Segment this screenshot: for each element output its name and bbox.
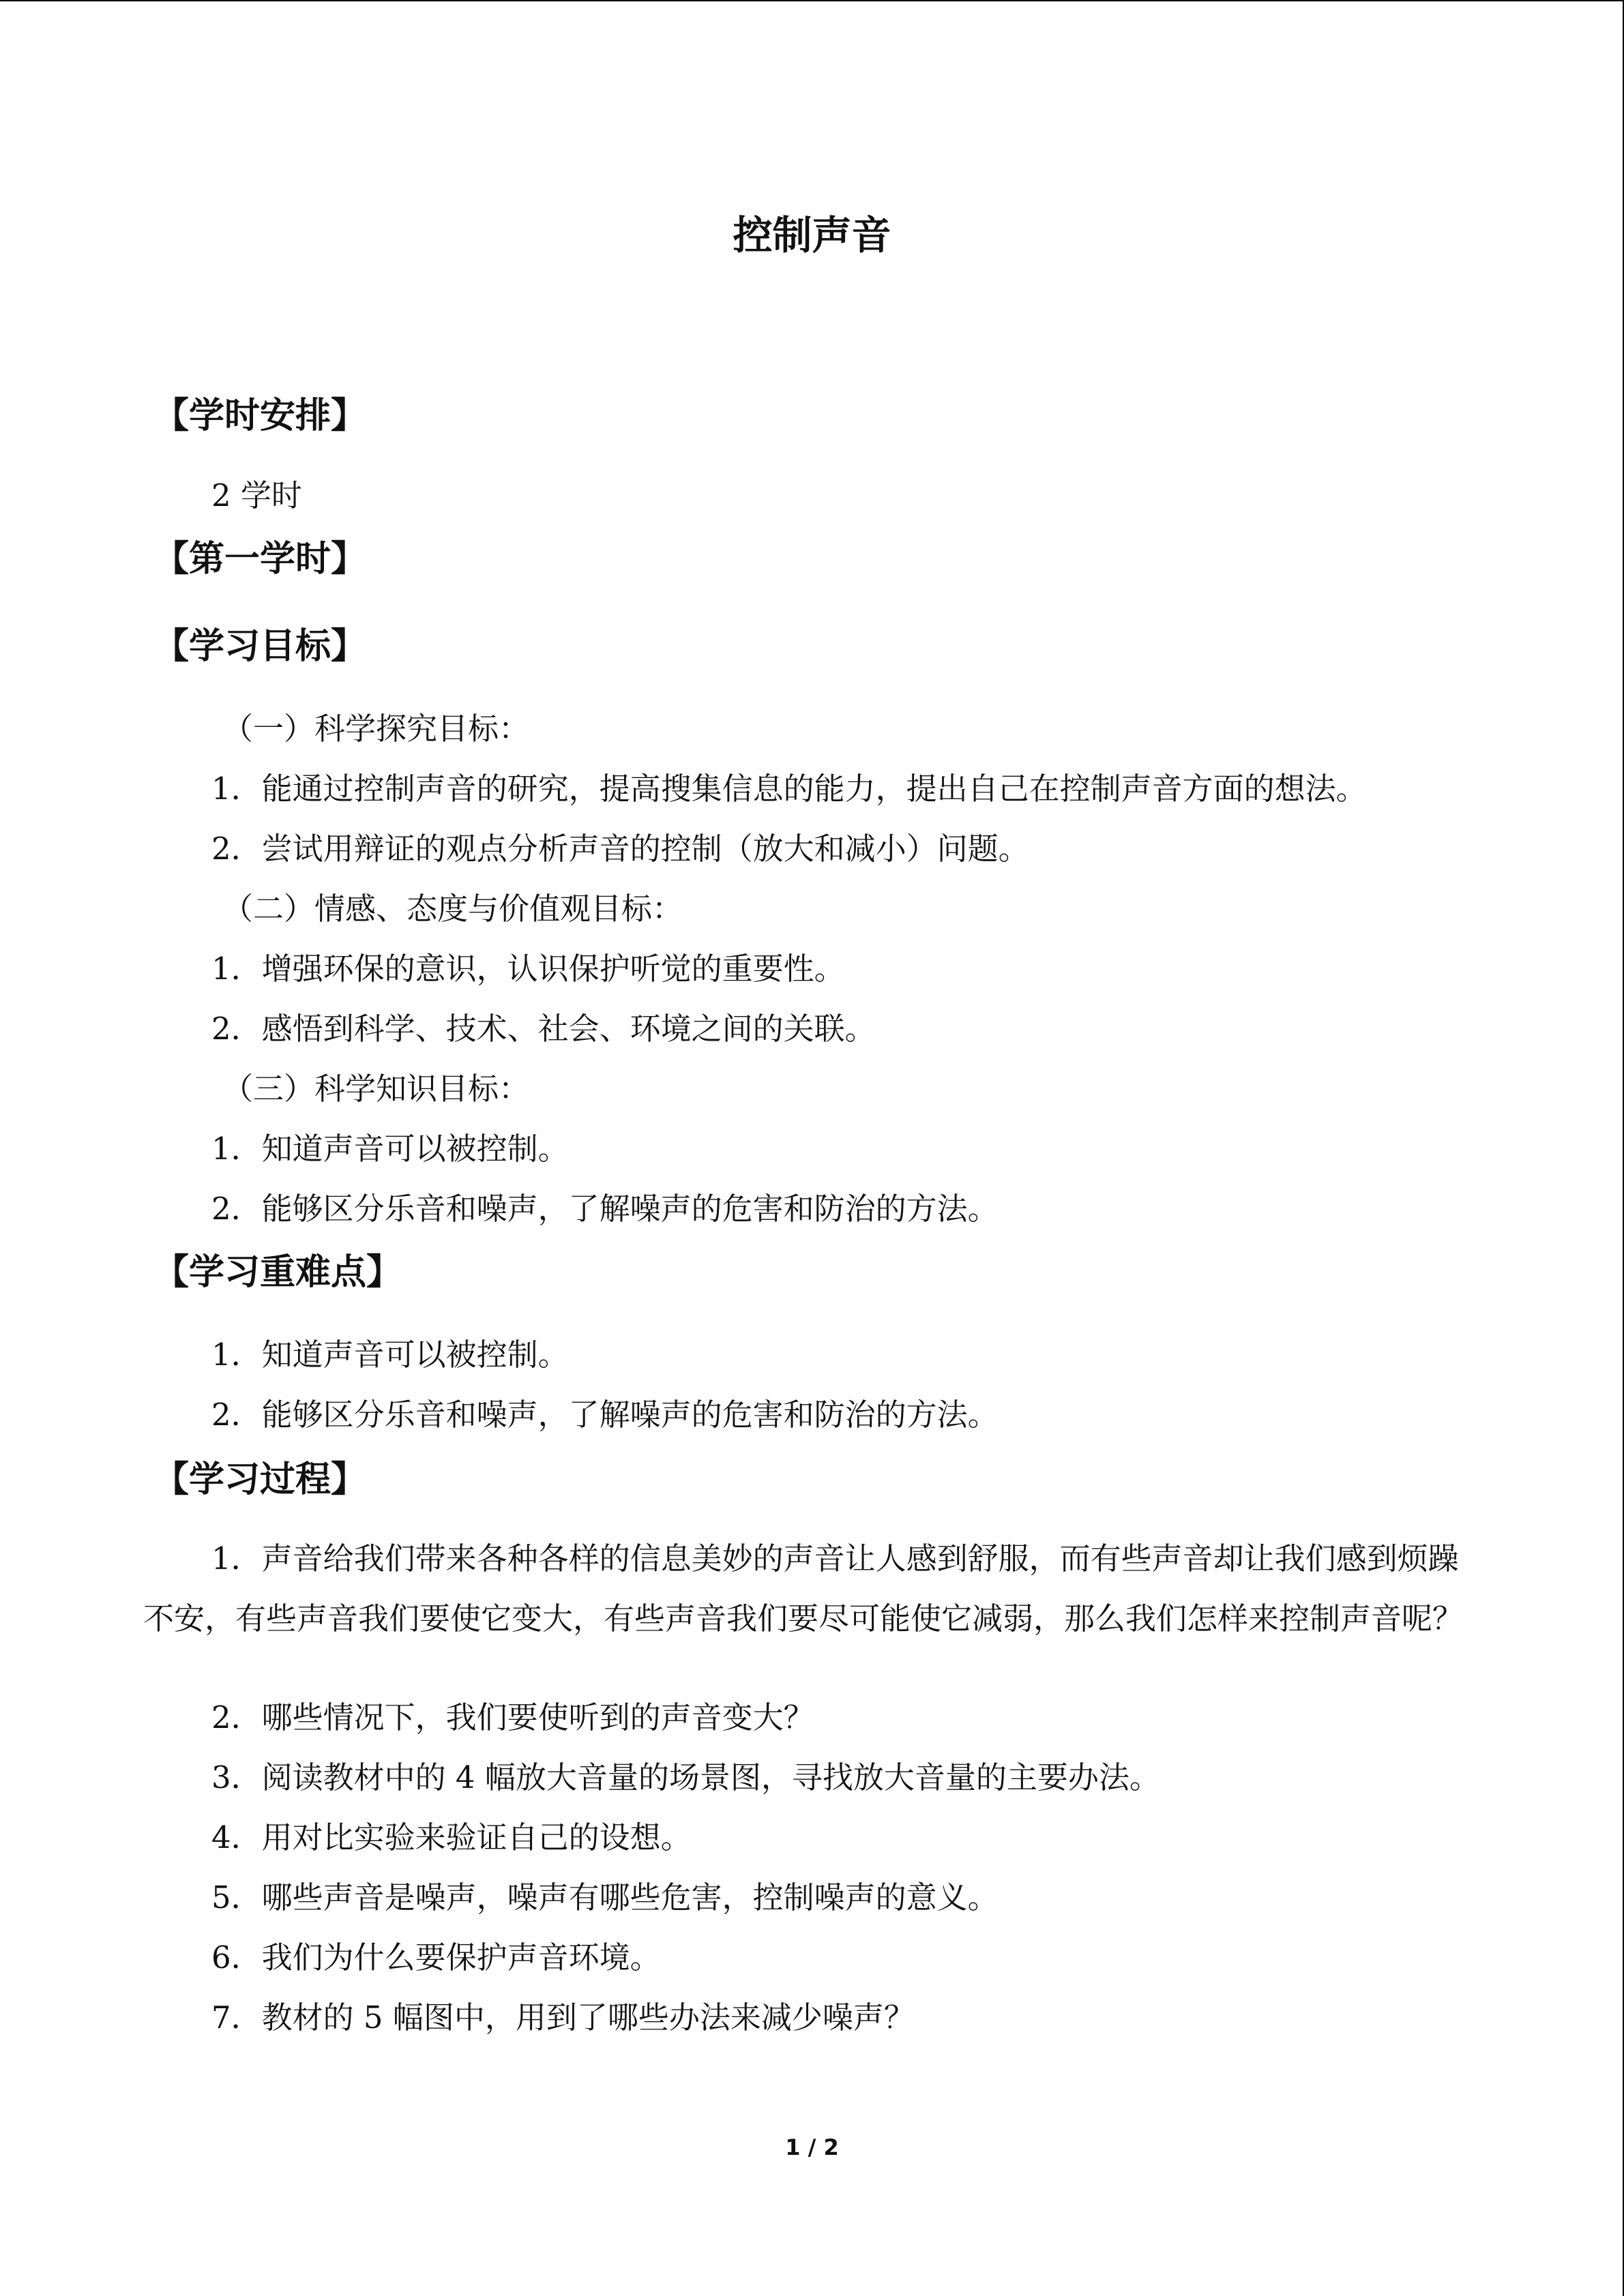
objective-group-label: （三）科学知识目标： (222, 1071, 530, 1107)
process-item: 1．声音给我们带来各种各样的信息美妙的声音让人感到舒服，而有些声音却让我们感到烦躁不安，有些声音我们要使它变大，有些声音我们要尽可能使它减弱，那么我们怎样来控制声音呢？ (143, 1540, 1464, 1637)
heading-key-points: 【学习重难点】 (153, 1252, 402, 1293)
objective-item: 2．尝试用辩证的观点分析声音的控制（放大和减小）问题。 (211, 831, 1029, 867)
heading-objectives: 【学习目标】 (153, 626, 367, 667)
objective-item: 1．能通过控制声音的研究，提高搜集信息的能力，提出自己在控制声音方面的想法。 (211, 771, 1367, 807)
objective-group-label: （二）情感、态度与价值观目标： (222, 891, 683, 927)
objective-item: 1．知道声音可以被控制。 (211, 1131, 569, 1167)
page-number: 1 / 2 (785, 2134, 839, 2160)
key-point-item: 2．能够区分乐音和噪声，了解噪声的危害和防治的方法。 (211, 1397, 999, 1433)
process-item: 4．用对比实验来验证自己的设想。 (211, 1819, 692, 1855)
objective-group-label: （一）科学探究目标： (222, 711, 530, 747)
process-item: 3．阅读教材中的 4 幅放大音量的场景图，寻找放大音量的主要办法。 (211, 1759, 1160, 1795)
objective-item: 2．感悟到科学、技术、社会、环境之间的关联。 (211, 1011, 876, 1047)
heading-process: 【学习过程】 (153, 1459, 367, 1500)
document-title: 控制声音 (733, 212, 891, 258)
objective-item: 1．增强环保的意识，认识保护听觉的重要性。 (211, 951, 845, 987)
process-item: 5．哪些声音是噪声，噪声有哪些危害，控制噪声的意义。 (211, 1879, 999, 1915)
heading-schedule: 【学时安排】 (153, 396, 367, 436)
process-item: 6．我们为什么要保护声音环境。 (211, 1939, 661, 1976)
schedule-body: 2 学时 (211, 477, 302, 513)
process-item: 7．教材的 5 幅图中，用到了哪些办法来减少噪声？ (211, 1999, 915, 2036)
heading-first-lesson: 【第一学时】 (153, 539, 367, 580)
objective-item: 2．能够区分乐音和噪声，了解噪声的危害和防治的方法。 (211, 1191, 999, 1227)
process-item: 2．哪些情况下，我们要使听到的声音变大？ (211, 1699, 814, 1735)
key-point-item: 1．知道声音可以被控制。 (211, 1337, 569, 1373)
